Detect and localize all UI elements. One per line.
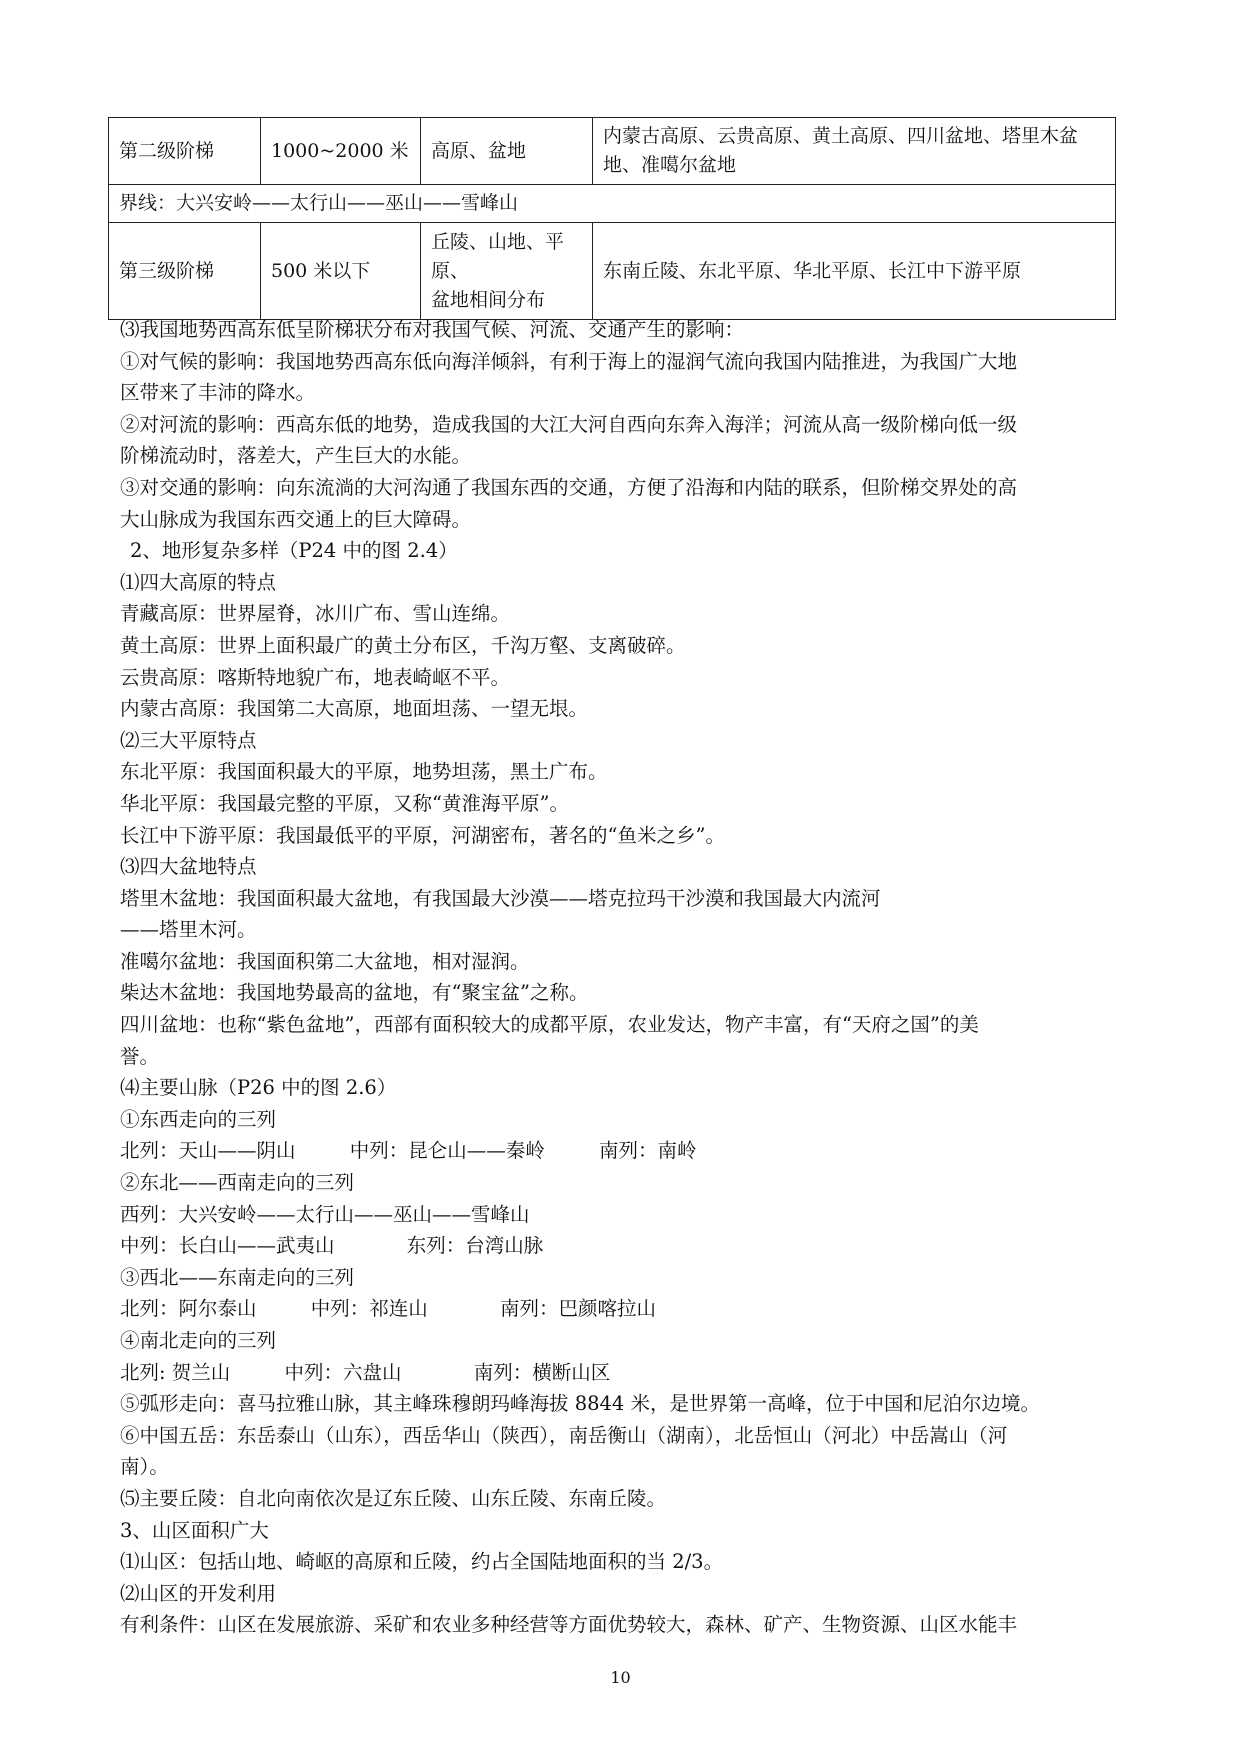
terrain-steps-table	[108, 117, 1116, 320]
text-line: ③对交通的影响：向东流淌的大河沟通了我国东西的交通，方便了沿海和内陆的联系，但阶梯交界处的高	[120, 475, 1018, 499]
range-item: 北列：阿尔泰山	[120, 1297, 257, 1321]
text-line: ⑵三大平原特点	[120, 728, 257, 752]
landform-cell	[421, 223, 593, 320]
section-heading: 3、山区面积广大	[120, 1518, 269, 1542]
text-line: 内蒙古高原：我国第二大高原，地面坦荡、一望无垠。	[120, 697, 589, 721]
landform-line: 盆地相间分布	[431, 288, 546, 311]
text-line: 阶梯流动时，落差大，产生巨大的水能。	[120, 444, 472, 468]
text-line: ②东北——西南走向的三列	[120, 1171, 355, 1195]
boundary-cell: 界线：大兴安岭——太行山——巫山——雪峰山	[109, 185, 1116, 223]
landform-line: 丘陵、山地、平原、	[431, 230, 565, 282]
text-line: ⑤弧形走向：喜马拉雅山脉，其主峰珠穆朗玛峰海拔 8844 米，是世界第一高峰，位于中国和尼泊尔边境。	[120, 1392, 1041, 1416]
text-line: ⑶我国地势西高东低呈阶梯状分布对我国气候、河流、交通产生的影响：	[120, 318, 745, 341]
text-line: 有利条件：山区在发展旅游、采矿和农业多种经营等方面优势较大，森林、矿产、生物资源、山区水能丰	[120, 1613, 1018, 1637]
text-line: ⑵山区的开发利用	[120, 1581, 277, 1605]
elevation-cell: 500 米以下	[261, 223, 421, 320]
text-line: 大山脉成为我国东西交通上的巨大障碍。	[120, 507, 472, 531]
step-cell: 第二级阶梯	[109, 118, 261, 185]
text-line: 誉。	[120, 1044, 160, 1068]
range-row	[120, 1357, 1130, 1389]
text-line: 黄土高原：世界上面积最广的黄土分布区，千沟万壑、支离破碎。	[120, 633, 686, 657]
table-row	[109, 223, 1116, 320]
page-number: 10	[610, 1668, 631, 1687]
landform-cell: 高原、盆地	[421, 118, 593, 185]
range-item: 中列：长白山——武夷山	[120, 1234, 335, 1258]
range-item: 南列：巴颜喀拉山	[499, 1297, 656, 1321]
text-line: 长江中下游平原：我国最低平的平原，河湖密布，著名的“鱼米之乡”。	[120, 823, 725, 847]
table-row	[109, 185, 1116, 223]
text-line: 柴达木盆地：我国地势最高的盆地，有“聚宝盆”之称。	[120, 981, 589, 1005]
text-line: ⑸主要丘陵：自北向南依次是辽东丘陵、山东丘陵、东南丘陵。	[120, 1486, 667, 1510]
text-line: ⑶四大盆地特点	[120, 855, 257, 879]
text-line: ——塔里木河。	[120, 918, 257, 942]
text-line: 四川盆地：也称“紫色盆地”，西部有面积较大的成都平原，农业发达，物产丰富，有“天府之国”的美	[120, 1013, 979, 1037]
range-item: 南列：南岭	[598, 1139, 697, 1163]
text-line: 准噶尔盆地：我国面积第二大盆地，相对湿润。	[120, 949, 530, 973]
text-line: ⑷主要山脉（P26 中的图 2.6）	[120, 1076, 397, 1100]
body-text	[120, 314, 1130, 1641]
text-line: 云贵高原：喀斯特地貌广布，地表崎岖不平。	[120, 665, 511, 689]
elevation-cell: 1000~2000 米	[261, 118, 421, 185]
text-line: 华北平原：我国最完整的平原，又称“黄淮海平原”。	[120, 791, 569, 815]
range-item: 东列：台湾山脉	[406, 1234, 544, 1258]
examples-cell: 东南丘陵、东北平原、华北平原、长江中下游平原	[593, 223, 1116, 320]
text-line: ④南北走向的三列	[120, 1329, 277, 1352]
step-cell: 第三级阶梯	[109, 223, 261, 320]
text-line: ③西北——东南走向的三列	[120, 1265, 355, 1289]
range-item: 中列：昆仑山——秦岭	[349, 1139, 545, 1163]
range-item: 中列：祁连山	[310, 1297, 428, 1321]
text-line: ⑥中国五岳：东岳泰山（山东），西岳华山（陕西），南岳衡山（湖南），北岳恒山（河北）中岳嵩山（河	[120, 1423, 1008, 1447]
range-row	[120, 1293, 1130, 1325]
text-line: 东北平原：我国面积最大的平原，地势坦荡，黑土广布。	[120, 760, 608, 784]
text-line: ①东西走向的三列	[120, 1107, 277, 1131]
table-row	[109, 118, 1116, 185]
range-item: 北列: 贺兰山	[120, 1360, 231, 1384]
text-line: ⑴四大高原的特点	[120, 570, 277, 594]
text-line: 南）。	[120, 1455, 169, 1479]
range-item: 南列：横断山区	[473, 1360, 611, 1384]
range-item: 北列：天山——阴山	[120, 1139, 296, 1163]
text-line: ②对河流的影响：西高东低的地势，造成我国的大江大河自西向东奔入海洋；河流从高一级阶梯向低一级	[120, 412, 1018, 436]
text-line: 青藏高原：世界屋脊，冰川广布、雪山连绵。	[120, 602, 511, 626]
range-row	[120, 1135, 1130, 1167]
range-item: 中列：六盘山	[284, 1360, 402, 1384]
text-line: 西列：大兴安岭——太行山——巫山——雪峰山	[120, 1202, 530, 1226]
section-heading: 2、地形复杂多样（P24 中的图 2.4）	[130, 539, 458, 563]
text-line: ⑴山区：包括山地、崎岖的高原和丘陵，约占全国陆地面积的当 2/3。	[120, 1550, 724, 1574]
text-line: 区带来了丰沛的降水。	[120, 381, 316, 405]
text-line: 塔里木盆地：我国面积最大盆地，有我国最大沙漠——塔克拉玛干沙漠和我国最大内流河	[120, 886, 881, 910]
text-line: ①对气候的影响：我国地势西高东低向海洋倾斜，有利于海上的湿润气流向我国内陆推进，为我国广大地	[120, 349, 1018, 373]
range-row	[120, 1230, 1130, 1262]
examples-cell: 内蒙古高原、云贵高原、黄土高原、四川盆地、塔里木盆地、准噶尔盆地	[593, 118, 1116, 185]
